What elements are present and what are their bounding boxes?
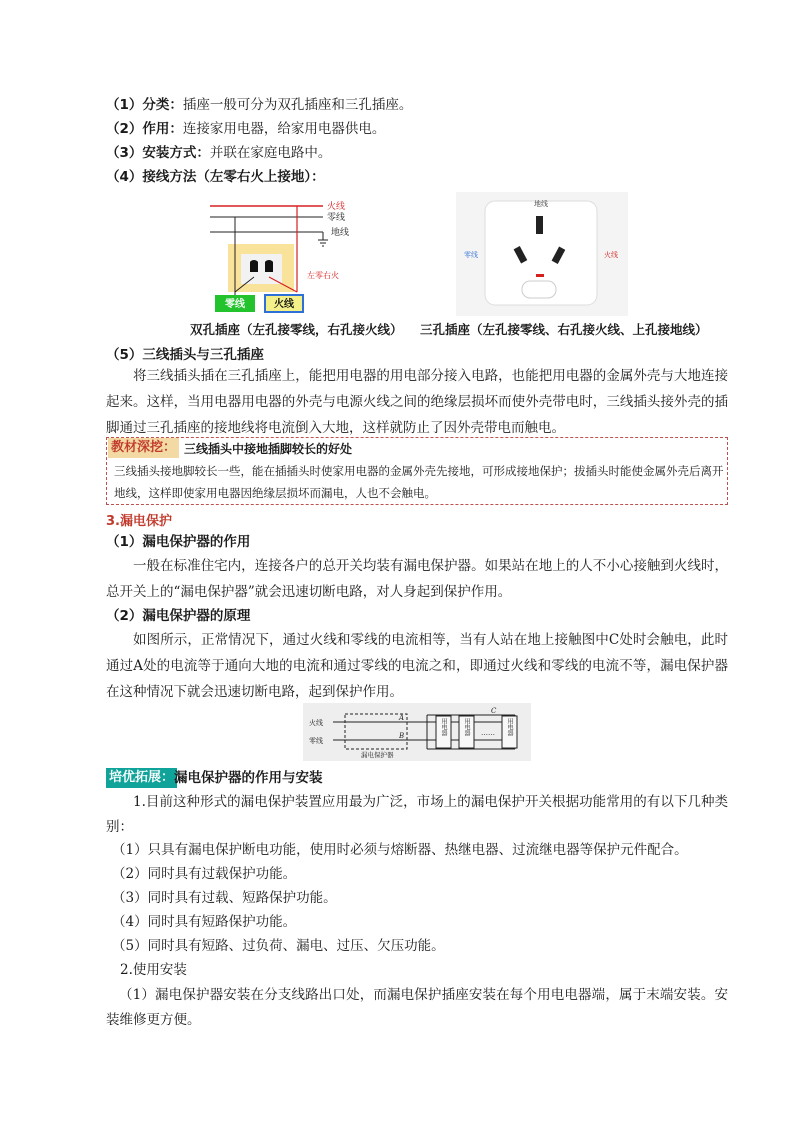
neutral-tag: 零线: [225, 299, 245, 310]
leakage-p1: 一般在标准住宅内，连接各户的总开关均装有漏电保护器。如果站在地上的人不小心接触到火线时，总开关上的“漏电保护器”就会迅速切断电路，对人身起到保护作用。: [106, 558, 728, 600]
leakage-h1: （1）漏电保护器的作用: [106, 534, 251, 550]
neutral-line-label: 零线: [327, 213, 346, 223]
dots-label: ……: [481, 729, 495, 737]
point-c-label: C: [491, 707, 497, 715]
extension-title: 漏电保护器的作用与安装: [174, 770, 323, 786]
fire-hole-label: 火线: [604, 251, 618, 259]
plug-heading: （5）三线插头与三孔插座: [106, 347, 264, 363]
circuit-fire-label: 火线: [309, 719, 323, 727]
ground-line-label: 地线: [331, 228, 350, 238]
item-wiring-heading: （4）接线方法（左零右火上接地）：: [106, 169, 325, 185]
extension-p2: 2.使用安装: [120, 962, 187, 978]
neutral-hole-label: 零线: [464, 251, 478, 259]
extension-item-3: （3）同时具有过载、短路保护功能。: [112, 890, 337, 906]
textbook-tag: 教材深挖：: [108, 438, 179, 458]
textbook-text: 三线插头接地脚较长一些，能在插插头时使家用电器的金属外壳先接地，可形成接地保护；拔插头时能使金属外壳后离开地线，这样即使家用电器因绝缘层损坏而漏电，人也不会触电。: [114, 464, 724, 500]
textbook-title: 三线插头中接地插脚较长的好处: [184, 442, 353, 456]
extension-p3: （1）漏电保护器安装在分支线路出口处，而漏电保护插座安装在每个用电电器端，属于末端安装。安装维修更方便。: [106, 987, 728, 1028]
fire-tag: 火线: [274, 299, 294, 310]
leakage-h2: （2）漏电保护器的原理: [106, 608, 251, 624]
extension-item-2: （2）同时具有过载保护功能。: [112, 866, 297, 882]
fire-line-label: 火线: [327, 202, 346, 212]
circuit-neutral-label: 零线: [309, 737, 323, 745]
appliance-2-label: 用电器: [463, 718, 470, 736]
left-neutral-right-fire-note: 左零右火: [307, 271, 339, 280]
three-hole-socket-figure: [456, 192, 628, 316]
device-label: 漏电保护器: [361, 751, 394, 759]
two-hole-socket-figure: [205, 192, 365, 316]
section-leakage: 3.漏电保护: [106, 514, 172, 529]
three-hole-caption: 三孔插座（左孔接零线、右孔接火线、上孔接地线）: [420, 322, 708, 337]
item-classification: （1）分类：插座一般可分为双孔插座和三孔插座。: [106, 97, 413, 113]
plug-paragraph: 将三线插头插在三孔插座上，能把用电器的用电部分接入电路，也能把用电器的金属外壳与大地连接起来。这样，当用电器用电器的外壳与电源火线之间的绝缘层损坏而使外壳带电时，三线插头接外壳的插脚通过三孔插座的接地线将电流倒入大地，这样就防止了因外壳带电而触电。: [106, 368, 728, 436]
extension-p1: 1.目前这种形式的漏电保护装置应用最为广泛，市场上的漏电保护开关根据功能常用的有以下几种类别：: [106, 794, 728, 835]
point-b-label: B: [399, 732, 405, 740]
extension-item-1: （1）只具有漏电保护断电功能，使用时必须与熔断器、热继电器、过流继电器等保护元件配合。: [112, 842, 688, 858]
extension-item-5: （5）同时具有短路、过负荷、漏电、过压、欠压功能。: [112, 938, 445, 954]
two-hole-caption: 双孔插座（左孔接零线，右孔接火线）: [190, 322, 403, 337]
extension-item-4: （4）同时具有短路保护功能。: [112, 914, 297, 930]
point-a-label: A: [399, 714, 405, 722]
appliance-3-label: 用电器: [506, 718, 513, 736]
item-function: （2）作用：连接家用电器，给家用电器供电。: [106, 121, 386, 137]
ground-hole-label: 地线: [534, 200, 548, 208]
leakage-p2: 如图所示，正常情况下，通过火线和零线的电流相等，当有人站在地上接触图中C处时会触电，此时通过A处的电流等于通向大地的电流和通过零线的电流之和，即通过火线和零线的电流不等，漏电保护器在这种情况下就会迅速切断电路，起到保护作用。: [106, 632, 728, 700]
item-install: （3）安装方式：并联在家庭电路中。: [106, 145, 332, 161]
extension-tag: 培优拓展：: [106, 768, 177, 788]
leakage-circuit-figure: [303, 703, 531, 761]
appliance-1-label: 用电器: [440, 718, 447, 736]
